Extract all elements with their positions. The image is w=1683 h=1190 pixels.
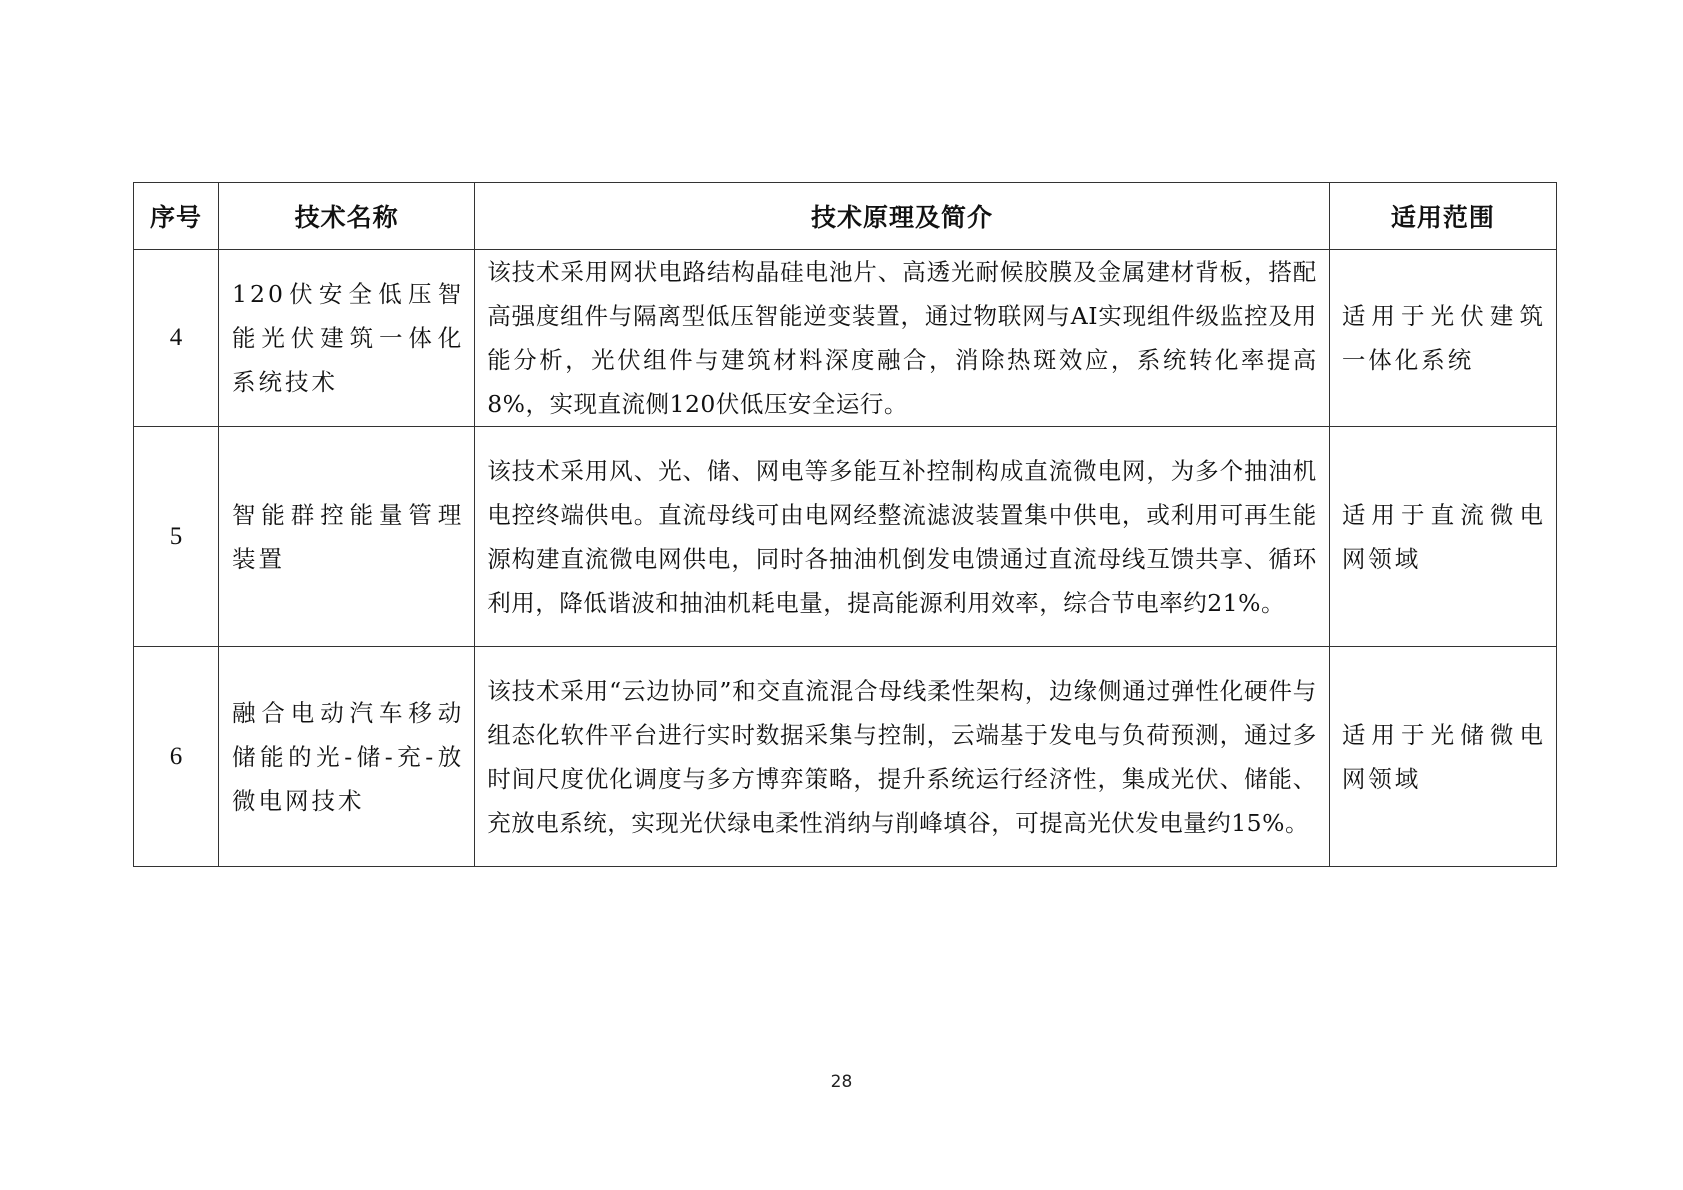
serial-number-cell: 6 bbox=[134, 647, 219, 867]
header-technology-name: 技术名称 bbox=[219, 183, 475, 250]
technology-table bbox=[133, 182, 1557, 867]
header-technology-description: 技术原理及简介 bbox=[475, 183, 1330, 250]
table-row bbox=[134, 250, 1557, 427]
application-scope-cell: 适用于光储微电网领域 bbox=[1329, 647, 1556, 867]
technology-description-cell: 该技术采用网状电路结构晶硅电池片、高透光耐候胶膜及金属建材背板，搭配高强度组件与隔离型低压智能逆变装置，通过物联网与AI实现组件级监控及用能分析，光伏组件与建筑材料深度融合，消除热斑效应，系统转化率提高8%，实现直流侧120伏低压安全运行。 bbox=[475, 250, 1330, 427]
application-scope-cell: 适用于光伏建筑一体化系统 bbox=[1329, 250, 1556, 427]
application-scope-cell: 适用于直流微电网领域 bbox=[1329, 427, 1556, 647]
serial-number-cell: 4 bbox=[134, 250, 219, 427]
table-header-row bbox=[134, 183, 1557, 250]
table-row bbox=[134, 427, 1557, 647]
page-number: 28 bbox=[830, 1072, 853, 1092]
header-application-scope: 适用范围 bbox=[1329, 183, 1556, 250]
technology-name-cell: 120伏安全低压智能光伏建筑一体化系统技术 bbox=[219, 250, 475, 427]
technology-name-cell: 智能群控能量管理装置 bbox=[219, 427, 475, 647]
header-serial-number: 序号 bbox=[134, 183, 219, 250]
serial-number-cell: 5 bbox=[134, 427, 219, 647]
table-row bbox=[134, 647, 1557, 867]
technology-description-cell: 该技术采用“云边协同”和交直流混合母线柔性架构，边缘侧通过弹性化硬件与组态化软件平台进行实时数据采集与控制，云端基于发电与负荷预测，通过多时间尺度优化调度与多方博弈策略，提升系统运行经济性，集成光伏、储能、充放电系统，实现光伏绿电柔性消纳与削峰填谷，可提高光伏发电量约15%。 bbox=[475, 647, 1330, 867]
technology-name-cell: 融合电动汽车移动储能的光-储-充-放微电网技术 bbox=[219, 647, 475, 867]
technology-description-cell: 该技术采用风、光、储、网电等多能互补控制构成直流微电网，为多个抽油机电控终端供电。直流母线可由电网经整流滤波装置集中供电，或利用可再生能源构建直流微电网供电，同时各抽油机倒发电馈通过直流母线互馈共享、循环利用，降低谐波和抽油机耗电量，提高能源利用效率，综合节电率约21%。 bbox=[475, 427, 1330, 647]
